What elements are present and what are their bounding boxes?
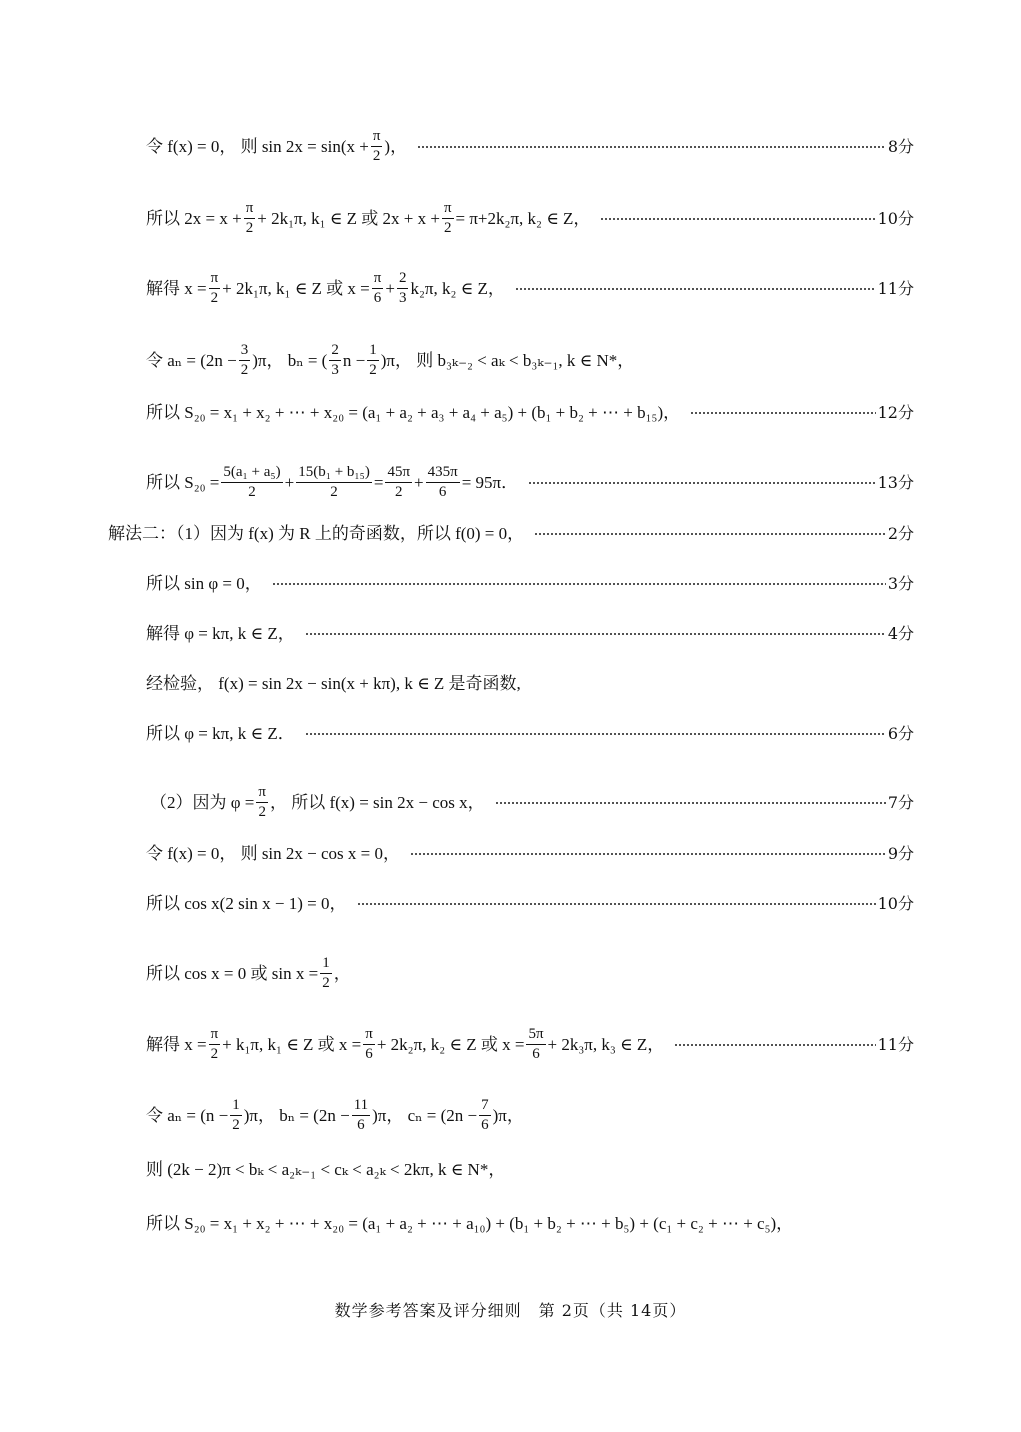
expression-text: 解得 φ = kπ, k ∈ Z， (146, 624, 295, 643)
fraction (479, 1097, 491, 1134)
fraction-denominator: 2 (232, 1117, 240, 1133)
score-points: 2分 (887, 524, 914, 543)
math-expression (146, 894, 347, 914)
math-expression (146, 674, 521, 694)
fraction (296, 464, 372, 501)
score-points: 11分 (877, 1034, 914, 1054)
math-expression (146, 1160, 505, 1180)
fraction-denominator: 2 (210, 290, 219, 306)
expression-text: 解法二：（1）因为 f(x) 为 R 上的奇函数，所以 f(0) = 0， (108, 524, 525, 543)
math-expression (150, 784, 485, 821)
solution-line (146, 955, 914, 992)
expression-text: )π， bₙ = ( (252, 350, 328, 370)
math-expression (146, 844, 400, 864)
score-points: 6分 (887, 724, 914, 743)
score-points: 11分 (877, 278, 914, 298)
expression-text: 经检验， f(x) = sin 2x − sin(x + kπ), k ∈ Z 是奇函数, (146, 674, 521, 693)
fraction-denominator: 2 (248, 484, 256, 500)
solution-line (146, 1026, 914, 1063)
fraction-denominator: 2 (258, 804, 266, 820)
dotted-leader (495, 802, 886, 804)
fraction-denominator: 2 (395, 484, 403, 500)
expression-text: n − (342, 350, 366, 370)
score-points: 7分 (887, 792, 914, 812)
expression-text: 解得 x = (146, 1034, 207, 1054)
dotted-leader (357, 903, 876, 905)
fraction-numerator: 1 (230, 1097, 242, 1116)
fraction-numerator: 5π (526, 1026, 545, 1045)
expression-text: 所以 S₂₀ = x₁ + x₂ + ⋯ + x₂₀ = (a₁ + a₂ + a₃ + a₄ + a₅) + (b₁ + b₂ + ⋯ + b₁₅)， (146, 403, 681, 422)
math-expression (146, 955, 351, 992)
dotted-leader (528, 482, 875, 484)
fraction (230, 1097, 242, 1134)
page-footer: 数学参考答案及评分细则 第 2页（共 14页） (334, 1301, 687, 1320)
expression-text: )， (384, 136, 408, 156)
solution-line (146, 724, 914, 744)
solution-line (146, 1160, 914, 1180)
math-expression (146, 574, 262, 594)
expression-text: = π+2k₂π, k₂ ∈ Z， (455, 208, 591, 228)
fraction (256, 784, 268, 821)
fraction-denominator: 2 (240, 362, 249, 378)
fraction (371, 128, 383, 165)
solution-line (146, 574, 914, 594)
dotted-leader (534, 533, 886, 535)
fraction (221, 464, 282, 501)
dotted-leader (690, 412, 876, 414)
expression-text: )π， 则 b₃ₖ₋₂ < aₖ < b₃ₖ₋₁, k ∈ N*， (380, 350, 635, 370)
fraction-denominator: 6 (365, 1046, 373, 1062)
fraction (372, 270, 384, 307)
fraction-numerator: 5(a₁ + a₅) (221, 464, 282, 483)
math-expression (146, 403, 680, 423)
expression-text: 所以 S₂₀ = (146, 472, 220, 492)
score-points: 4分 (887, 624, 914, 643)
fraction-numerator: 15(b₁ + b₁₅) (296, 464, 372, 483)
solution-line (146, 894, 914, 914)
solution-line (146, 200, 914, 237)
fraction (442, 200, 454, 237)
fraction-numerator: π (363, 1026, 375, 1045)
fraction-denominator: 3 (331, 362, 339, 378)
expression-text: + 2k₃π, k₃ ∈ Z， (547, 1034, 665, 1054)
solution-line (146, 464, 914, 501)
score-points: 12分 (877, 403, 914, 422)
fraction-numerator: 2 (329, 342, 341, 361)
fraction (239, 342, 251, 379)
dotted-leader (410, 853, 886, 855)
dotted-leader (305, 733, 886, 735)
fraction-numerator: π (256, 784, 268, 803)
part-two-line (150, 784, 914, 821)
fraction-numerator: π (209, 270, 221, 289)
fraction (397, 270, 409, 307)
solution-line (146, 624, 914, 644)
fraction-denominator: 6 (373, 290, 382, 306)
expression-text: )π， bₙ = (2n − (243, 1105, 350, 1125)
fraction-numerator: 45π (385, 464, 412, 483)
fraction-numerator: π (371, 128, 383, 147)
expression-text: = (373, 472, 384, 492)
solution-line (146, 1097, 914, 1134)
math-expression (146, 1097, 524, 1134)
fraction (385, 464, 412, 501)
math-expression (146, 342, 634, 379)
expression-text: ， 所以 f(x) = sin 2x − cos x， (269, 792, 485, 812)
fraction-denominator: 6 (481, 1117, 489, 1133)
dotted-leader (417, 146, 886, 148)
score-points: 8分 (887, 136, 914, 156)
expression-text: 所以 cos x(2 sin x − 1) = 0， (146, 894, 347, 913)
solution-line (146, 270, 914, 307)
fraction (329, 342, 341, 379)
math-expression (146, 1214, 793, 1234)
expression-text: + (414, 472, 424, 492)
dotted-leader (272, 583, 886, 585)
dotted-leader (600, 218, 875, 220)
fraction-denominator: 2 (245, 220, 254, 236)
score-points: 13分 (877, 472, 914, 492)
fraction-numerator: 435π (426, 464, 460, 483)
math-expression (146, 624, 295, 644)
score-points: 10分 (877, 208, 914, 228)
fraction (426, 464, 460, 501)
expression-text: + (284, 472, 295, 492)
math-expression (146, 270, 505, 307)
solution-line (146, 844, 914, 864)
fraction-denominator: 2 (322, 975, 330, 991)
expression-text: )π， cₙ = (2n − (372, 1105, 478, 1125)
fraction-denominator: 6 (532, 1046, 540, 1062)
expression-text: k₂π, k₂ ∈ Z， (410, 278, 505, 298)
fraction-numerator: 1 (320, 955, 332, 974)
fraction (209, 1026, 221, 1063)
fraction (352, 1097, 370, 1134)
expression-text: 令 aₙ = (n − (146, 1105, 229, 1125)
expression-text: 所以 cos x = 0 或 sin x = (146, 963, 319, 983)
fraction-numerator: π (244, 200, 256, 219)
fraction-numerator: 7 (479, 1097, 491, 1116)
solution-line (146, 403, 914, 423)
expression-text: 则 (2k − 2)π < bₖ < a₂ₖ₋₁ < cₖ < a₂ₖ < 2kπ, k ∈ N*， (146, 1160, 506, 1179)
expression-text: + 2k₂π, k₂ ∈ Z 或 x = (376, 1034, 525, 1054)
expression-text: 所以 S₂₀ = x₁ + x₂ + ⋯ + x₂₀ = (a₁ + a₂ + ⋯ + a₁₀) + (b₁ + b₂ + ⋯ + b₅) + (c₁ + c₂ + ⋯ + c₅)， (146, 1214, 794, 1233)
fraction-numerator: π (442, 200, 454, 219)
score-points: 10分 (877, 894, 914, 913)
fraction-denominator: 6 (357, 1117, 365, 1133)
solution-line (146, 674, 914, 694)
fraction-numerator: 1 (367, 342, 379, 361)
math-expression (146, 128, 407, 165)
expression-text: 所以 φ = kπ, k ∈ Z． (146, 724, 295, 743)
expression-text: 令 f(x) = 0， 则 sin 2x = sin(x + (146, 136, 369, 156)
fraction (209, 270, 221, 307)
expression-text: 所以 sin φ = 0， (146, 574, 262, 593)
fraction (367, 342, 379, 379)
expression-text: + (385, 278, 395, 298)
expression-text: （2）因为 φ = (150, 792, 255, 812)
fraction-denominator: 2 (369, 362, 377, 378)
fraction-numerator: π (209, 1026, 221, 1045)
solution-line (146, 342, 914, 379)
dotted-leader (515, 288, 876, 290)
expression-text: 解得 x = (146, 278, 207, 298)
method-two-heading-line (108, 524, 914, 544)
solution-line (146, 128, 914, 165)
expression-text: 所以 2x = x + (146, 208, 242, 228)
fraction (363, 1026, 375, 1063)
expression-text: + 2k₁π, k₁ ∈ Z 或 x = (222, 278, 370, 298)
score-points: 9分 (887, 844, 914, 863)
fraction-denominator: 2 (443, 220, 452, 236)
fraction-denominator: 6 (438, 484, 447, 500)
expression-text: + k₁π, k₁ ∈ Z 或 x = (222, 1034, 362, 1054)
fraction-denominator: 3 (398, 290, 407, 306)
dotted-leader (305, 633, 886, 635)
dotted-leader (674, 1044, 875, 1046)
math-expression (146, 724, 295, 744)
fraction-denominator: 2 (330, 484, 338, 500)
expression-text: 令 aₙ = (2n − (146, 350, 237, 370)
fraction-denominator: 2 (372, 148, 381, 164)
fraction-numerator: 11 (352, 1097, 370, 1116)
fraction (320, 955, 332, 992)
fraction-numerator: π (372, 270, 384, 289)
math-expression (108, 524, 524, 544)
expression-text: )π， (492, 1105, 524, 1125)
expression-text: + 2k₁π, k₁ ∈ Z 或 2x + x + (257, 208, 440, 228)
math-expression (146, 464, 518, 501)
math-expression (146, 200, 590, 237)
fraction-denominator: 2 (210, 1046, 219, 1062)
fraction-numerator: 2 (397, 270, 409, 289)
expression-text: 令 f(x) = 0， 则 sin 2x − cos x = 0， (146, 844, 400, 863)
expression-text: ， (333, 963, 351, 983)
fraction (526, 1026, 545, 1063)
solution-line (146, 1214, 914, 1234)
expression-text: = 95π． (461, 472, 519, 492)
math-expression (146, 1026, 664, 1063)
fraction-numerator: 3 (239, 342, 251, 361)
score-points: 3分 (887, 574, 914, 593)
fraction (244, 200, 256, 237)
